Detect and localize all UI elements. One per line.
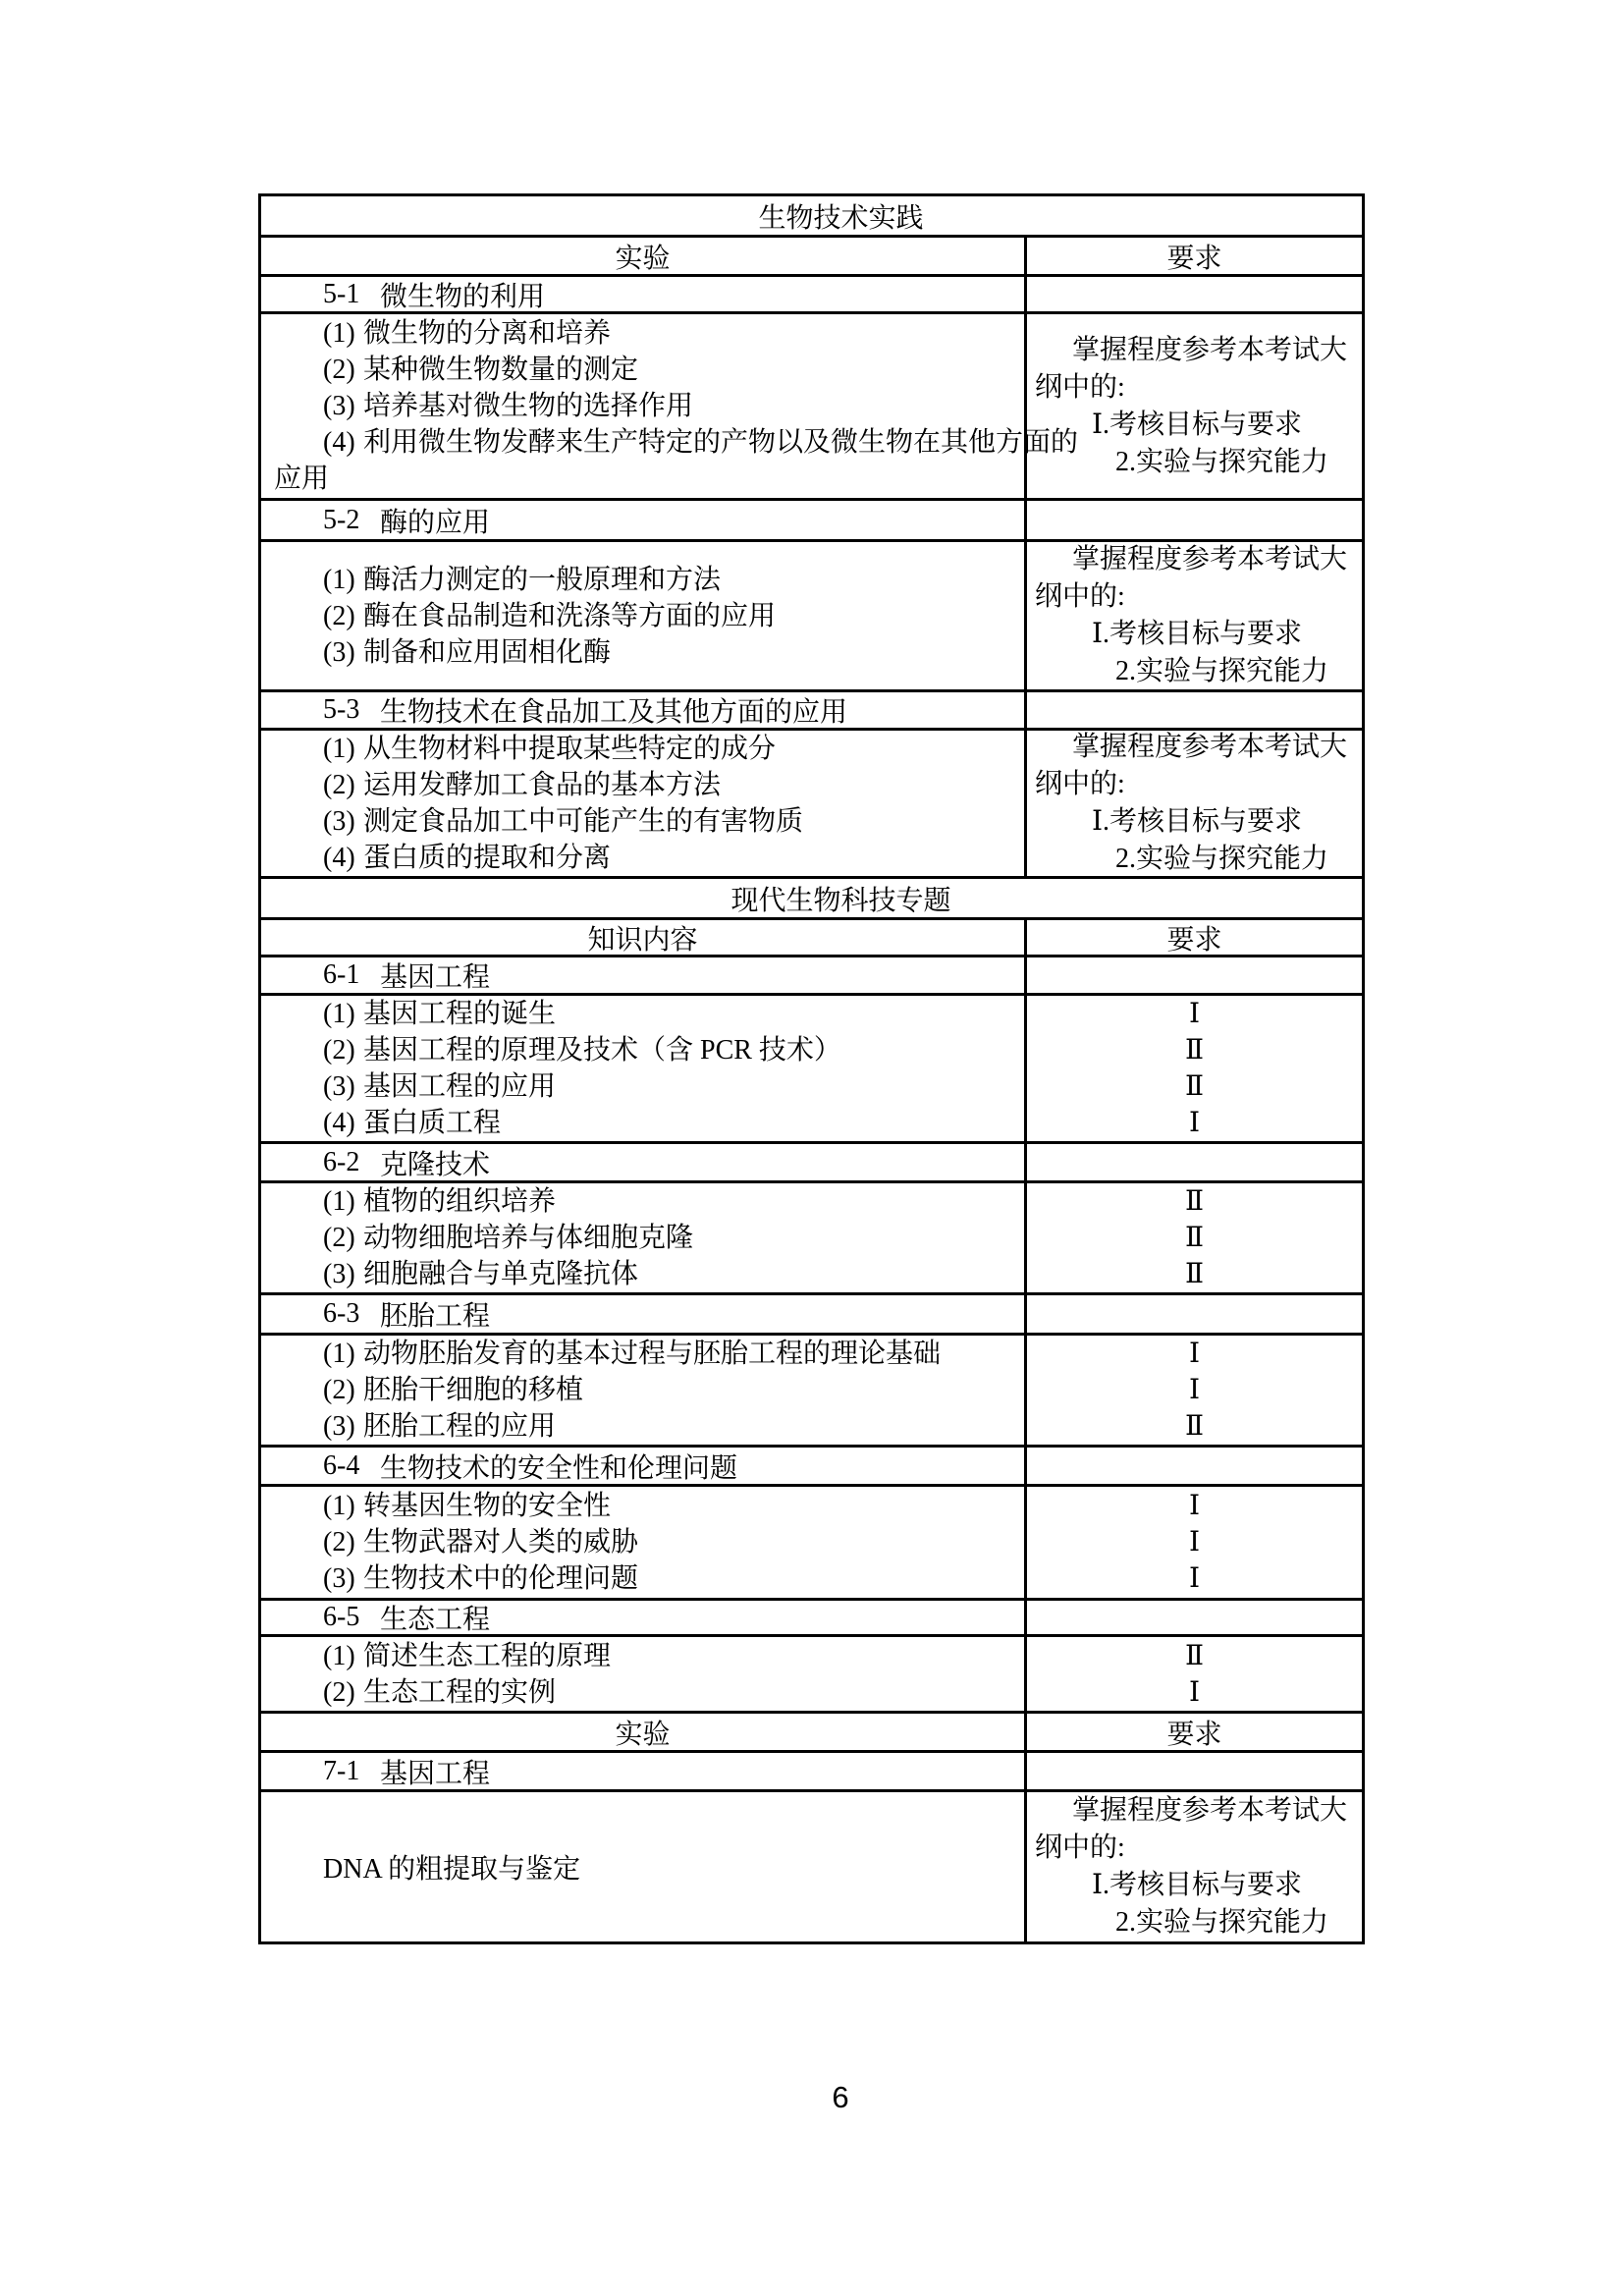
section-number: 5-1	[323, 278, 360, 309]
mastery-note-line: Ⅰ.考核目标与要求	[1092, 619, 1303, 649]
table-row	[261, 1448, 1362, 1487]
section-title: 基因工程	[380, 1758, 491, 1789]
section-title: 生物技术的安全性和伦理问题	[380, 1452, 738, 1484]
list-item	[261, 996, 1024, 1032]
table-row	[261, 957, 1362, 996]
page-number: 6	[832, 2080, 849, 2114]
item-number: (3)	[323, 636, 355, 668]
list-item	[261, 634, 1024, 671]
part1-title-cell	[261, 196, 1362, 235]
section-7-1-header	[261, 1753, 1027, 1789]
empty-cell	[1027, 1295, 1362, 1333]
section-5-3-header	[261, 692, 1027, 728]
part2-title-cell	[261, 879, 1362, 917]
requirement-level: Ⅰ	[1188, 1108, 1201, 1138]
item-number: (1)	[323, 1186, 355, 1217]
table-row	[261, 542, 1362, 692]
item-text: 制备和应用固相化酶	[363, 636, 612, 668]
item-text: 利用微生物发酵来生产特定的产物以及微生物在其他方面的	[363, 427, 1079, 458]
empty-cell	[1027, 1448, 1362, 1484]
requirement-level: Ⅰ	[1188, 1491, 1201, 1521]
mastery-note-cell	[1027, 1792, 1362, 1941]
empty-cell	[1027, 692, 1362, 728]
list-item	[261, 1032, 1024, 1068]
list-item	[261, 1674, 1024, 1711]
mastery-note-line: Ⅰ.考核目标与要求	[1092, 1870, 1303, 1900]
item-text: 基因工程的原理及技术（含 PCR 技术）	[363, 1035, 841, 1066]
item-text: 动物胚胎发育的基本过程与胚胎工程的理论基础	[363, 1339, 942, 1369]
header-experiment: 实验	[615, 243, 671, 274]
item-text: 运用发酵加工食品的基本方法	[363, 770, 722, 800]
section-number: 6-2	[323, 1146, 360, 1177]
header-requirement-cell	[1027, 238, 1362, 274]
list-item	[261, 1068, 1024, 1105]
section-6-1-header	[261, 957, 1027, 993]
table-row	[261, 314, 1362, 501]
list-item	[261, 731, 1024, 767]
list-item	[261, 1336, 1024, 1372]
header-knowledge-cell	[261, 920, 1027, 955]
table-row	[261, 277, 1362, 314]
item-text: 蛋白质工程	[363, 1108, 502, 1138]
item-number: (2)	[323, 600, 355, 631]
section-number: 6-5	[323, 1602, 360, 1632]
empty-cell	[1027, 957, 1362, 993]
mastery-note-line: 掌握程度参考本考试大	[1072, 334, 1348, 365]
mastery-note-line: Ⅰ.考核目标与要求	[1092, 409, 1303, 440]
section-number: 5-3	[323, 694, 360, 725]
mastery-note-line: 纲中的:	[1035, 581, 1125, 612]
list-item-wrap: 应用	[274, 464, 330, 494]
header-experiment-cell	[261, 1714, 1027, 1750]
section-6-2-header	[261, 1144, 1027, 1180]
table-row	[261, 1336, 1362, 1448]
item-text: 测定食品加工中可能产生的有害物质	[363, 806, 804, 837]
item-text: 基因工程的应用	[363, 1071, 557, 1102]
section-6-5-header	[261, 1601, 1027, 1634]
requirement-level: Ⅱ	[1184, 1259, 1205, 1289]
mastery-note-line: 掌握程度参考本考试大	[1072, 544, 1348, 574]
table-row	[261, 1792, 1362, 1941]
mastery-note-line: 2.实验与探究能力	[1115, 1907, 1329, 1938]
mastery-note-line: 纲中的:	[1035, 769, 1125, 799]
list-item	[261, 1488, 1024, 1524]
table-row	[261, 196, 1362, 238]
item-number: (1)	[323, 734, 355, 764]
section-number: 7-1	[323, 1755, 360, 1786]
item-number: (2)	[323, 355, 355, 385]
section-5-3-items	[261, 731, 1027, 876]
mastery-note-cell	[1027, 314, 1362, 498]
part1-title: 生物技术实践	[758, 202, 924, 234]
section-7-1-experiment	[261, 1792, 1027, 1941]
item-text: 酶活力测定的一般原理和方法	[363, 564, 722, 595]
item-number: (4)	[323, 843, 355, 873]
item-text: 生物武器对人类的威胁	[363, 1527, 639, 1558]
section-6-3-items	[261, 1336, 1027, 1445]
section-number: 5-2	[323, 504, 360, 535]
list-item	[261, 315, 1024, 352]
item-text: 胚胎工程的应用	[363, 1411, 557, 1442]
item-number: (1)	[323, 999, 355, 1029]
item-number: (3)	[323, 1071, 355, 1102]
header-requirement-cell	[1027, 1714, 1362, 1750]
item-number: (2)	[323, 1223, 355, 1253]
list-item	[261, 388, 1024, 424]
section-6-4-header	[261, 1448, 1027, 1484]
item-number: (2)	[323, 770, 355, 800]
table-row	[261, 501, 1362, 542]
list-item	[261, 424, 1079, 461]
item-text: 酶在食品制造和洗涤等方面的应用	[363, 600, 777, 631]
header-experiment-cell	[261, 238, 1027, 274]
item-number: (3)	[323, 391, 355, 421]
empty-cell	[1027, 501, 1362, 539]
list-item	[261, 1408, 1024, 1445]
requirement-level: Ⅱ	[1184, 1186, 1205, 1217]
section-5-2-header	[261, 501, 1027, 539]
table-row	[261, 731, 1362, 879]
part2-title: 现代生物科技专题	[730, 885, 951, 916]
list-item	[261, 598, 1024, 634]
item-number: (1)	[323, 1339, 355, 1369]
table-row	[261, 879, 1362, 920]
mastery-note-cell	[1027, 731, 1362, 876]
section-5-1-header	[261, 277, 1027, 311]
requirement-level: Ⅰ	[1188, 999, 1201, 1029]
list-item	[261, 352, 1024, 388]
list-item	[261, 1256, 1024, 1292]
section-5-1-items	[261, 314, 1079, 498]
item-text: 胚胎干细胞的移植	[363, 1375, 584, 1405]
section-5-2-items	[261, 542, 1027, 689]
list-item	[261, 767, 1024, 803]
list-item	[261, 1372, 1024, 1408]
section-6-5-items	[261, 1637, 1027, 1711]
item-number: (3)	[323, 1563, 355, 1594]
section-number: 6-3	[323, 1298, 360, 1329]
item-text: 基因工程的诞生	[363, 999, 557, 1029]
list-item	[261, 1183, 1024, 1220]
requirement-level: Ⅰ	[1188, 1339, 1201, 1369]
list-item	[261, 803, 1024, 840]
section-title: 生物技术在食品加工及其他方面的应用	[380, 697, 848, 728]
section-title: 胚胎工程	[380, 1301, 491, 1332]
item-number: (2)	[323, 1035, 355, 1066]
requirement-level: Ⅱ	[1184, 1071, 1205, 1102]
item-text: 转基因生物的安全性	[363, 1491, 612, 1521]
item-text: 蛋白质的提取和分离	[363, 843, 612, 873]
mastery-note-line: 2.实验与探究能力	[1115, 656, 1329, 686]
list-item	[261, 1560, 1024, 1597]
table-row	[261, 1753, 1362, 1792]
item-number: (2)	[323, 1375, 355, 1405]
item-number: (1)	[323, 318, 355, 349]
item-text: 某种微生物数量的测定	[363, 355, 639, 385]
item-text: 生态工程的实例	[363, 1676, 557, 1708]
table-row	[261, 1487, 1362, 1601]
section-6-3-header	[261, 1295, 1027, 1333]
empty-cell	[1027, 1753, 1362, 1789]
mastery-note-line: 掌握程度参考本考试大	[1072, 732, 1348, 762]
requirement-level: Ⅱ	[1184, 1411, 1205, 1442]
header-requirement: 要求	[1166, 924, 1222, 956]
mastery-note-line: 2.实验与探究能力	[1115, 844, 1329, 874]
table-row	[261, 920, 1362, 957]
item-number: (1)	[323, 564, 355, 595]
section-number: 6-1	[323, 959, 360, 990]
requirement-level: Ⅱ	[1184, 1035, 1205, 1066]
item-number: (3)	[323, 1411, 355, 1442]
level-cell	[1027, 1487, 1362, 1598]
section-title: 酶的应用	[380, 507, 491, 538]
section-6-1-items	[261, 996, 1027, 1141]
level-cell	[1027, 1637, 1362, 1711]
mastery-note-line: Ⅰ.考核目标与要求	[1092, 806, 1303, 837]
mastery-note-line: 掌握程度参考本考试大	[1072, 1795, 1348, 1826]
item-number: (1)	[323, 1640, 355, 1671]
mastery-note-line: 纲中的:	[1035, 371, 1125, 403]
experiment-text: DNA 的粗提取与鉴定	[323, 1854, 581, 1885]
list-item	[261, 1105, 1024, 1141]
list-item	[261, 1524, 1024, 1560]
item-number: (2)	[323, 1527, 355, 1558]
table-row	[261, 692, 1362, 731]
requirement-level: Ⅰ	[1188, 1676, 1201, 1708]
item-number: (2)	[323, 1676, 355, 1708]
item-text: 微生物的分离和培养	[363, 318, 612, 349]
table-row	[261, 1183, 1362, 1295]
item-text: 生物技术中的伦理问题	[363, 1563, 639, 1594]
list-item	[261, 1220, 1024, 1256]
empty-cell	[1027, 277, 1362, 311]
table-row	[261, 1637, 1362, 1714]
header-requirement-cell	[1027, 920, 1362, 955]
section-title: 基因工程	[380, 962, 491, 993]
item-number: (1)	[323, 1491, 355, 1521]
section-title: 克隆技术	[380, 1149, 491, 1180]
table-row	[261, 1714, 1362, 1753]
requirement-level: Ⅰ	[1188, 1375, 1201, 1405]
list-item	[261, 840, 1024, 876]
table-row	[261, 996, 1362, 1144]
section-6-4-items	[261, 1487, 1027, 1598]
section-6-2-items	[261, 1183, 1027, 1292]
table-row	[261, 1295, 1362, 1336]
requirement-level: Ⅱ	[1184, 1640, 1205, 1671]
requirement-level: Ⅰ	[1188, 1527, 1201, 1558]
mastery-note-cell	[1027, 542, 1362, 689]
mastery-note-line: 纲中的:	[1035, 1832, 1125, 1863]
mastery-note-line: 2.实验与探究能力	[1115, 446, 1329, 477]
requirement-level: Ⅱ	[1184, 1223, 1205, 1253]
level-cell	[1027, 1336, 1362, 1445]
syllabus-table	[258, 193, 1365, 1944]
item-number: (4)	[323, 1108, 355, 1138]
header-experiment: 实验	[615, 1719, 671, 1750]
item-text: 细胞融合与单克隆抗体	[363, 1259, 639, 1289]
table-row	[261, 1144, 1362, 1183]
table-row	[261, 238, 1362, 277]
item-text: 植物的组织培养	[363, 1186, 557, 1217]
item-number: (3)	[323, 1259, 355, 1289]
empty-cell	[1027, 1144, 1362, 1180]
item-text: 培养基对微生物的选择作用	[363, 391, 694, 421]
requirement-level: Ⅰ	[1188, 1563, 1201, 1594]
item-number: (3)	[323, 806, 355, 837]
header-requirement: 要求	[1166, 243, 1222, 274]
item-text: 从生物材料中提取某些特定的成分	[363, 734, 777, 764]
section-number: 6-4	[323, 1449, 360, 1481]
list-item	[261, 1638, 1024, 1674]
list-item	[261, 562, 1024, 598]
item-number: (4)	[323, 427, 355, 458]
section-title: 微生物的利用	[380, 281, 546, 312]
level-cell	[1027, 1183, 1362, 1292]
table-row	[261, 1601, 1362, 1637]
empty-cell	[1027, 1601, 1362, 1634]
section-title: 生态工程	[380, 1605, 491, 1635]
header-knowledge: 知识内容	[587, 924, 698, 956]
header-requirement: 要求	[1166, 1719, 1222, 1750]
item-text: 动物细胞培养与体细胞克隆	[363, 1223, 694, 1253]
level-cell	[1027, 996, 1362, 1141]
item-text: 简述生态工程的原理	[363, 1640, 612, 1671]
